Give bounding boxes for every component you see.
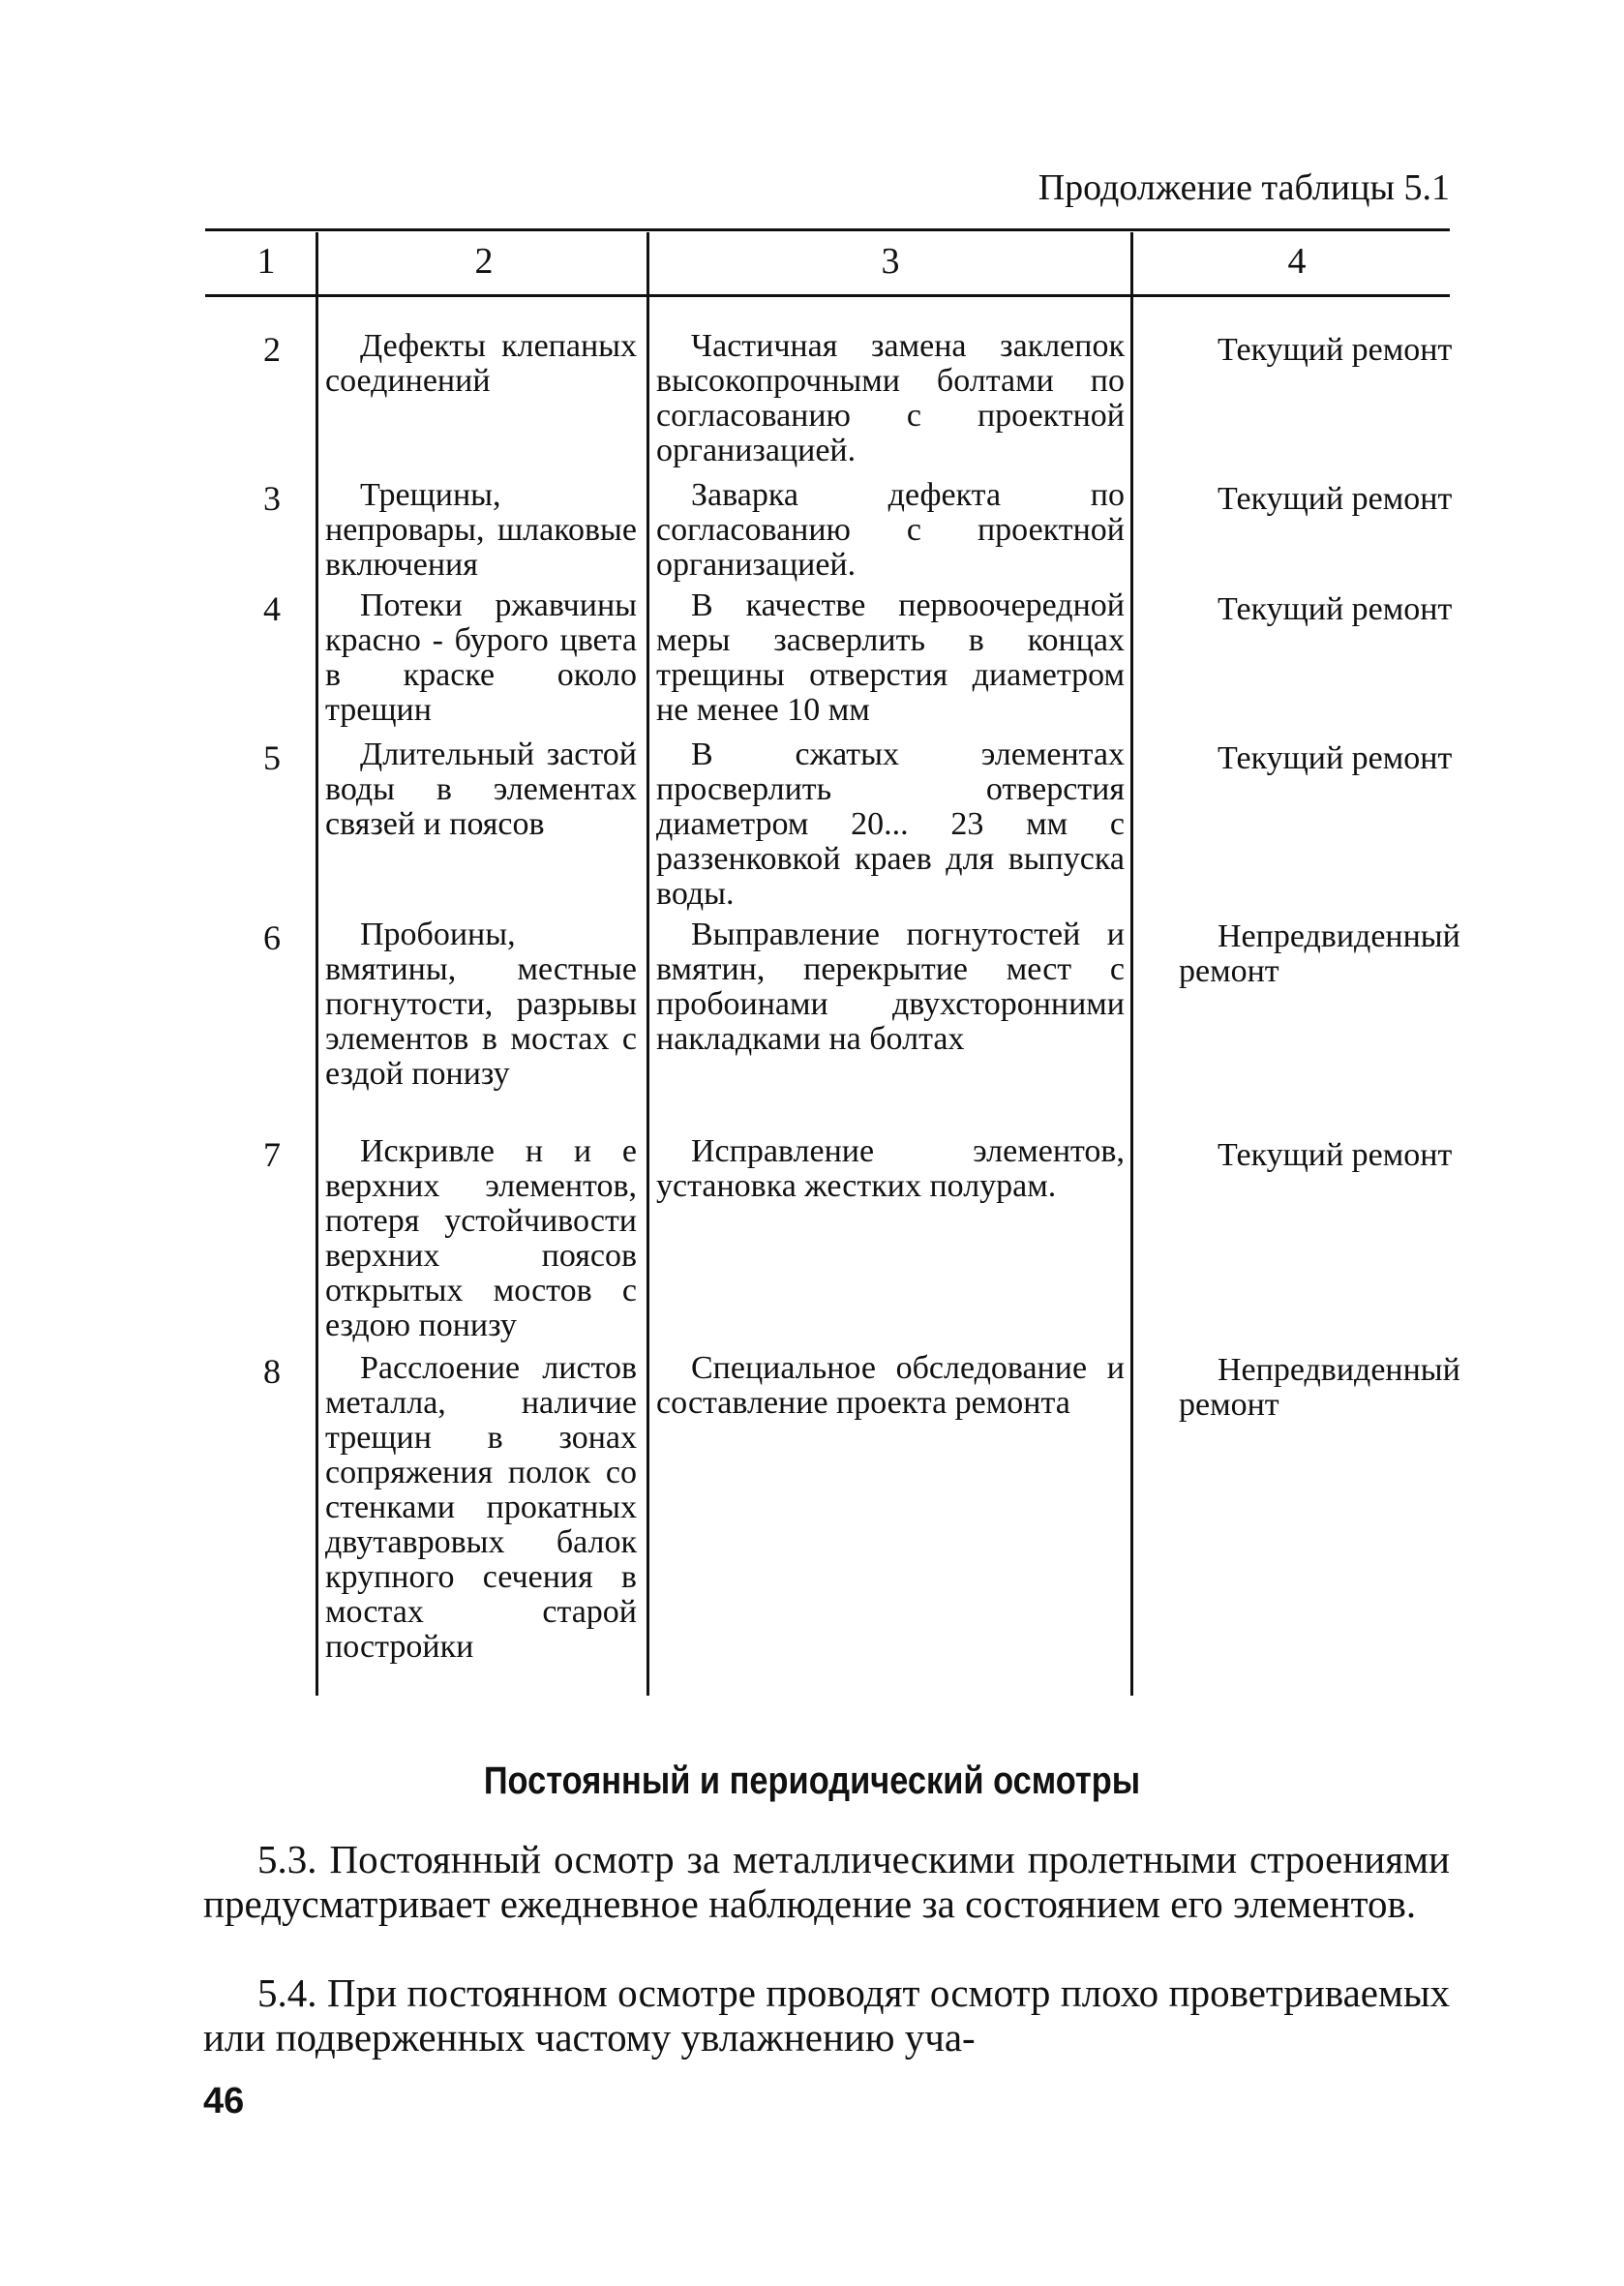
row-defect: Дефекты клепаных соединений [325, 328, 637, 399]
column-header-2: 2 [474, 241, 494, 282]
row-action: Частичная замена заклепок высокопрочными болтами по согласованию с проектной организацией. [656, 328, 1125, 468]
column-divider-3 [1130, 232, 1133, 1696]
row-action: Исправление элементов, установка жестких полурам. [656, 1133, 1125, 1204]
row-number: 8 [263, 1352, 281, 1391]
row-defect: Искривле н и е верхних элементов, потеря устойчивости верхних поясов открытых мостов с ездою понизу [325, 1133, 637, 1343]
row-number: 6 [263, 918, 281, 957]
paragraph-5-3: 5.3. Постоянный осмотр за металлическими пролетными строениями предусматривает ежедневное наблюдение за состоянием его элементов. [203, 1837, 1450, 1926]
row-repair: Текущий ремонт [1218, 740, 1453, 776]
row-repair: Непредвиденный ремонт [1179, 918, 1460, 989]
column-header-4: 4 [1287, 241, 1307, 282]
row-defect: Длительный застой воды в элементах связей и поясов [325, 737, 637, 842]
row-defect: Расслоение листов металла, наличие трещин в зонах сопряжения полок со стенками прокатных двутавровых балок крупного сечения в мостах старой постройки [325, 1350, 637, 1665]
row-repair: Текущий ремонт [1218, 1137, 1453, 1173]
row-number: 2 [263, 330, 281, 369]
column-header-1: 1 [256, 241, 276, 282]
column-divider-2 [647, 232, 649, 1696]
row-action: Заварка дефекта по согласованию с проектной организацией. [656, 477, 1125, 583]
row-action: Выправление погнутостей и вмятин, перекрытие мест с пробоинами двухсторонними накладками на болтах [656, 917, 1125, 1057]
row-repair: Текущий ремонт [1218, 481, 1453, 517]
row-repair: Текущий ремонт [1218, 591, 1453, 627]
row-repair: Текущий ремонт [1218, 332, 1453, 368]
column-divider-1 [316, 232, 318, 1696]
row-number: 4 [263, 589, 281, 628]
row-action: В сжатых элементах просверлить отверстия диаметром 20... 23 мм с раззенковкой краев для выпуска воды. [656, 737, 1125, 912]
table-caption: Продолжение таблицы 5.1 [1038, 167, 1450, 208]
section-title: Постоянный и периодический осмотры [483, 1760, 1141, 1802]
row-repair: Непредвиденный ремонт [1179, 1352, 1460, 1423]
table-top-rule [205, 228, 1450, 231]
row-defect: Трещины, непровары, шлаковые включения [325, 477, 637, 583]
row-defect: Потеки ржавчины красно - бурого цвета в краске около трещин [325, 587, 637, 728]
paragraph-5-4: 5.4. При постоянном осмотре проводят осмотр плохо проветриваемых или подверженных частому увлажнению уча- [203, 1970, 1450, 2060]
page-number: 46 [203, 2081, 245, 2121]
row-number: 5 [263, 738, 281, 777]
row-number: 3 [263, 479, 281, 518]
row-number: 7 [263, 1135, 281, 1174]
row-action: Специальное обследование и составление проекта ремонта [656, 1350, 1125, 1421]
row-action: В качестве первоочередной меры засверлить в концах трещины отверстия диаметром не менее 10 мм [656, 587, 1125, 728]
table-header-rule [205, 294, 1450, 297]
row-defect: Пробоины, вмятины, местные погнутости, разрывы элементов в мостах с ездой понизу [325, 917, 637, 1092]
column-header-3: 3 [881, 241, 900, 282]
